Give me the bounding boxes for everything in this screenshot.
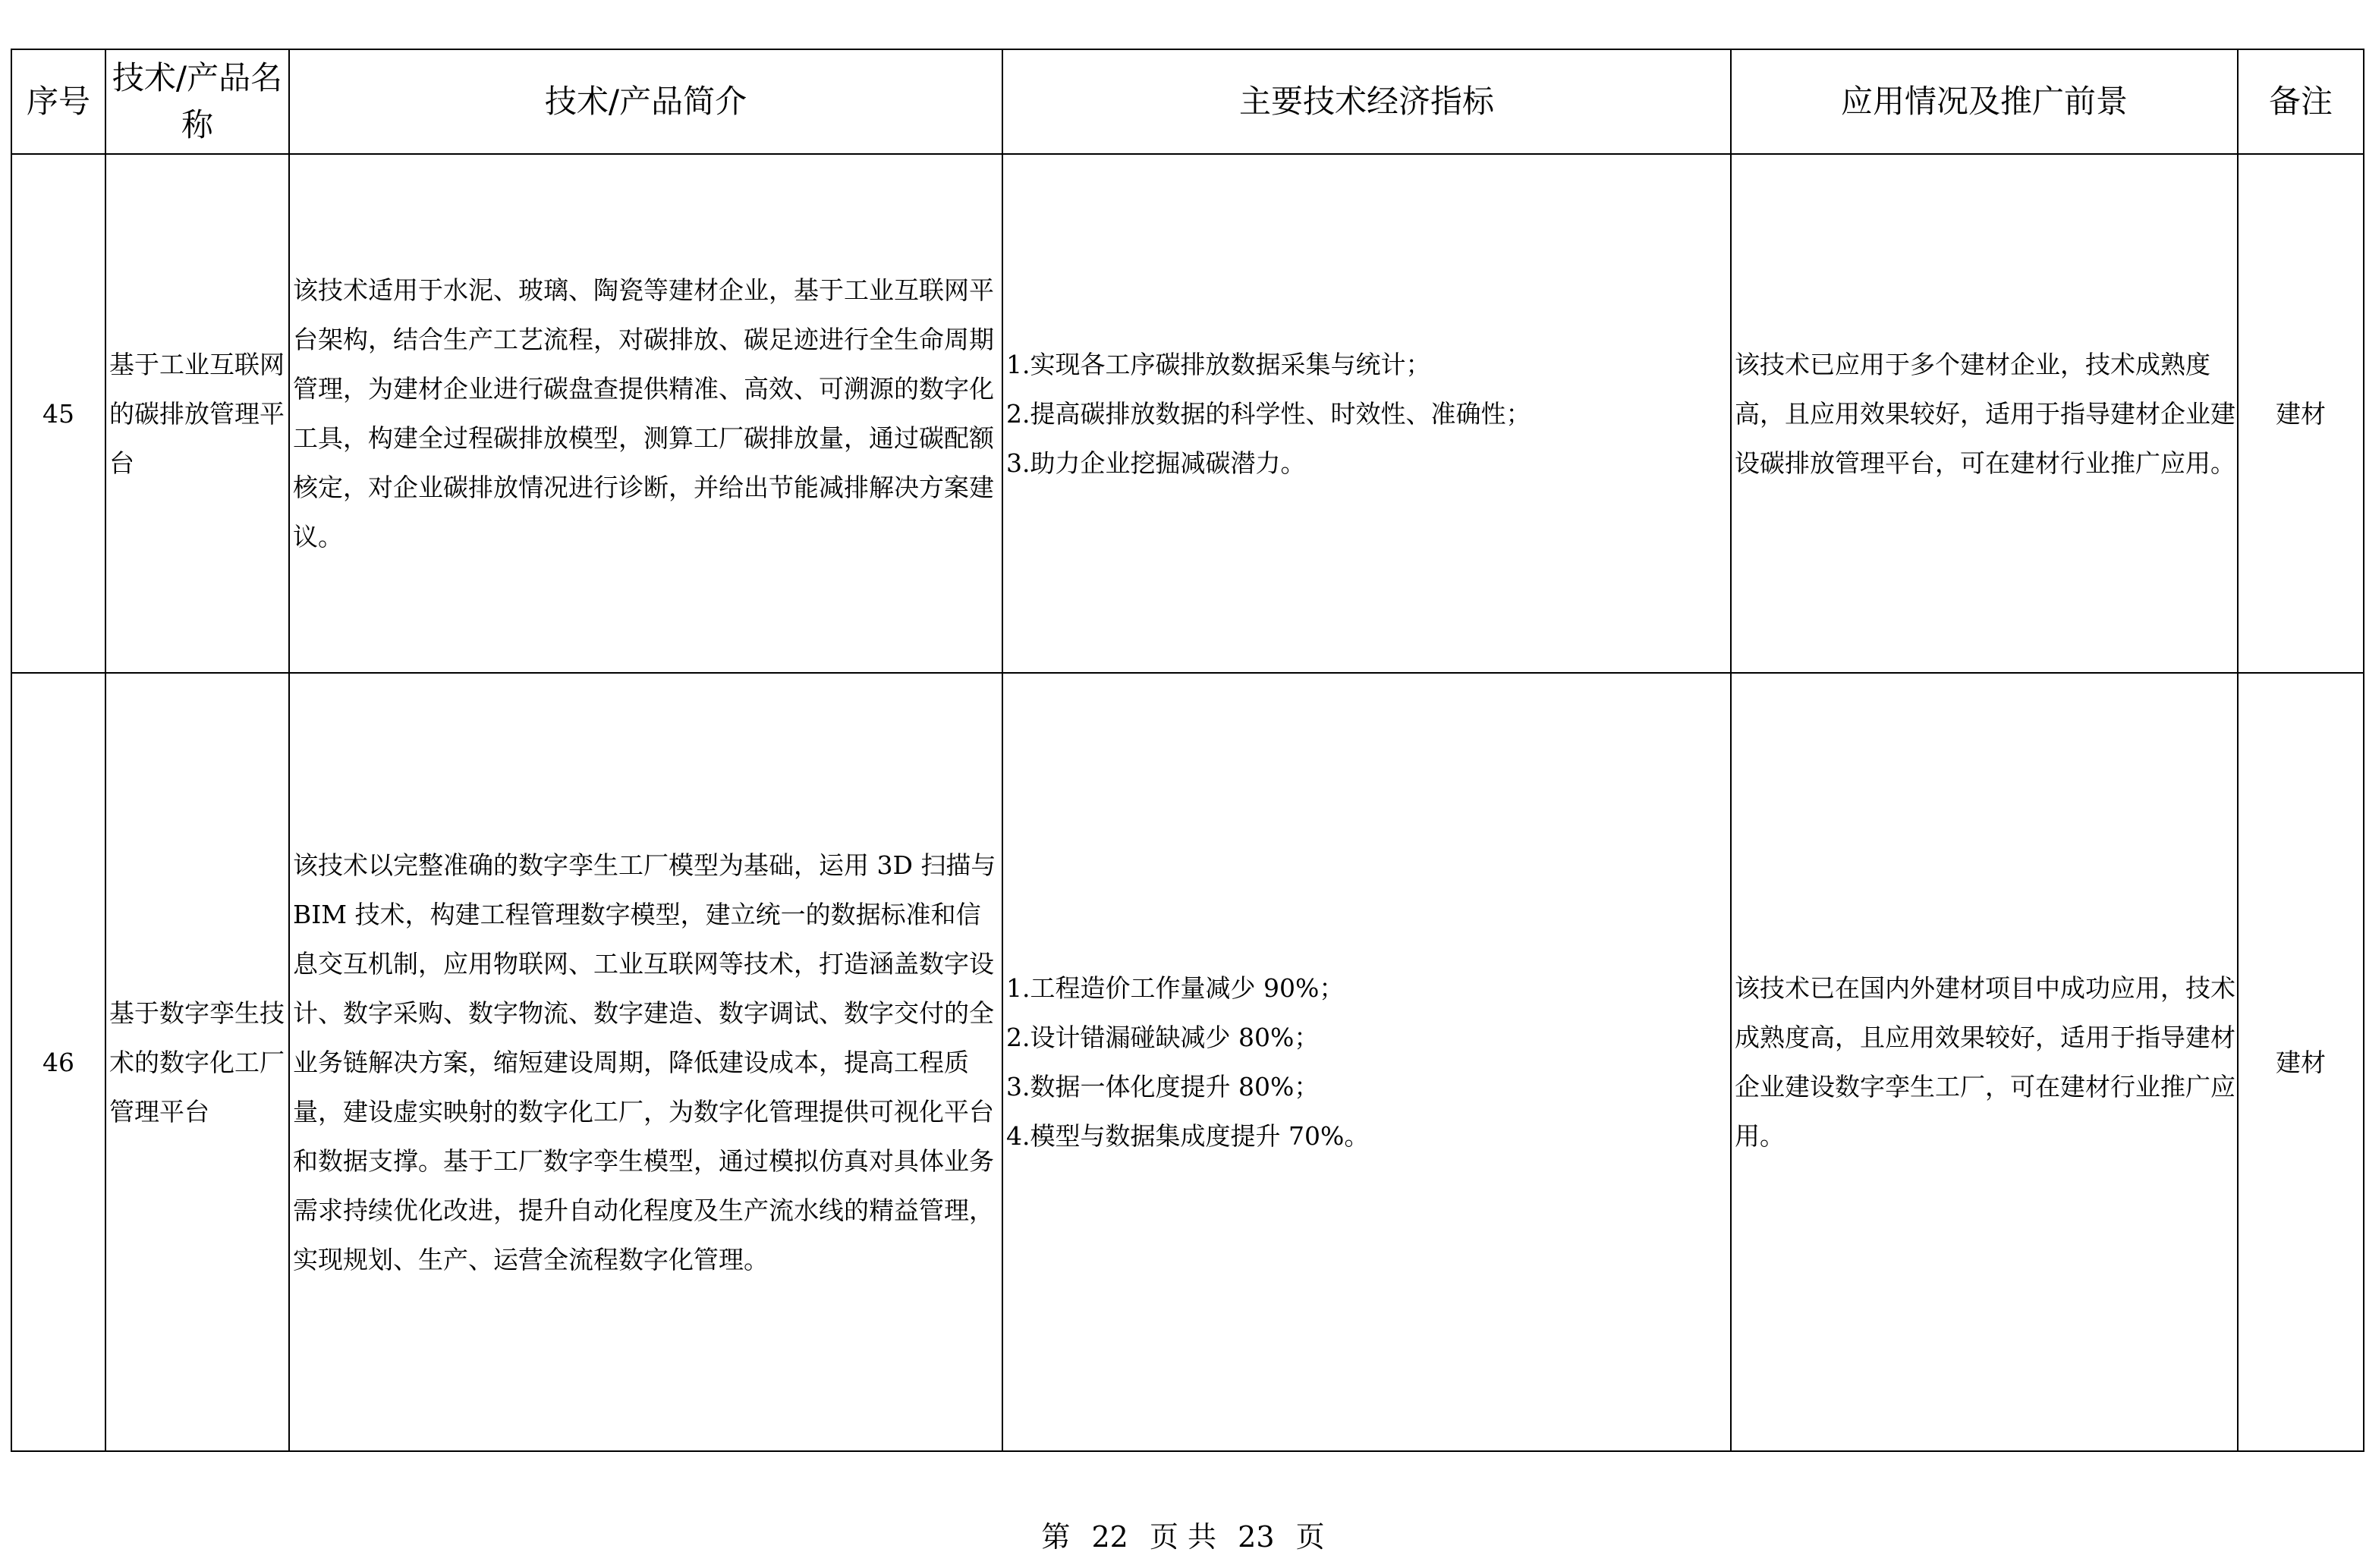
indicator-item: 1.实现各工序碳排放数据采集与统计； <box>1006 349 1431 379</box>
header-name: 技术/产品名称 <box>105 49 289 154</box>
row-name: 基于数字孪生技术的数字化工厂管理平台 <box>105 673 289 1451</box>
header-intro: 技术/产品简介 <box>289 49 1002 154</box>
table-row <box>11 673 2364 1451</box>
indicator-list <box>1006 340 1729 488</box>
row-prospects: 该技术已应用于多个建材企业，技术成熟度高，且应用效果较好，适用于指导建材企业建设碳排放管理平台，可在建材行业推广应用。 <box>1731 154 2238 673</box>
row-remark: 建材 <box>2238 673 2364 1451</box>
row-name: 基于工业互联网的碳排放管理平台 <box>105 154 289 673</box>
indicator-item: 2.设计错漏碰缺减少 80%； <box>1006 1023 1320 1052</box>
row-seq: 46 <box>11 673 105 1451</box>
row-intro: 该技术以完整准确的数字孪生工厂模型为基础，运用 3D 扫描与 BIM 技术，构建工程管理数字模型，建立统一的数据标准和信息交互机制，应用物联网、工业互联网等技术，打造涵盖数字设计、数字采购、数字物流、数字建造、数字调试、数字交付的全业务链解决方案，缩短建设周期，降低建设成本，提高工程质量，建设虚实映射的数字化工厂，为数字化管理提供可视化平台和数据支撑。基于工厂数字孪生模型，通过模拟仿真对具体业务需求持续优化改进，提升自动化程度及生产流水线的精益管理，实现规划、生产、运营全流程数字化管理。 <box>289 673 1002 1451</box>
row-indicators <box>1002 673 1731 1451</box>
page-footer <box>0 1514 2366 1560</box>
row-remark: 建材 <box>2238 154 2364 673</box>
table-row <box>11 154 2364 673</box>
header-prospects: 应用情况及推广前景 <box>1731 49 2238 154</box>
row-indicators <box>1002 154 1731 673</box>
indicator-item: 3.助力企业挖掘减碳潜力。 <box>1006 448 1306 478</box>
footer-current-page: 22 <box>1091 1520 1128 1554</box>
indicator-list <box>1006 963 1729 1161</box>
technology-table <box>11 49 2364 1452</box>
row-seq: 45 <box>11 154 105 673</box>
indicator-item: 4.模型与数据集成度提升 70%。 <box>1006 1121 1370 1151</box>
header-seq: 序号 <box>11 49 105 154</box>
indicator-item: 3.数据一体化度提升 80%； <box>1006 1072 1320 1101</box>
row-intro: 该技术适用于水泥、玻璃、陶瓷等建材企业，基于工业互联网平台架构，结合生产工艺流程，对碳排放、碳足迹进行全生命周期管理，为建材企业进行碳盘查提供精准、高效、可溯源的数字化工具，构建全过程碳排放模型，测算工厂碳排放量，通过碳配额核定，对企业碳排放情况进行诊断，并给出节能减排解决方案建议。 <box>289 154 1002 673</box>
row-prospects: 该技术已在国内外建材项目中成功应用，技术成熟度高，且应用效果较好，适用于指导建材企业建设数字孪生工厂，可在建材行业推广应用。 <box>1731 673 2238 1451</box>
indicator-item: 2.提高碳排放数据的科学性、时效性、准确性； <box>1006 398 1531 429</box>
header-indicators: 主要技术经济指标 <box>1002 49 1731 154</box>
header-remark: 备注 <box>2238 49 2364 154</box>
footer-total-pages: 23 <box>1238 1520 1275 1554</box>
footer-suffix: 页 <box>1295 1520 1325 1554</box>
footer-prefix: 第 <box>1041 1520 1071 1554</box>
footer-middle: 页 共 <box>1149 1520 1217 1554</box>
table-header-row <box>11 49 2364 154</box>
indicator-item: 1.工程造价工作量减少 90%； <box>1006 973 1345 1003</box>
